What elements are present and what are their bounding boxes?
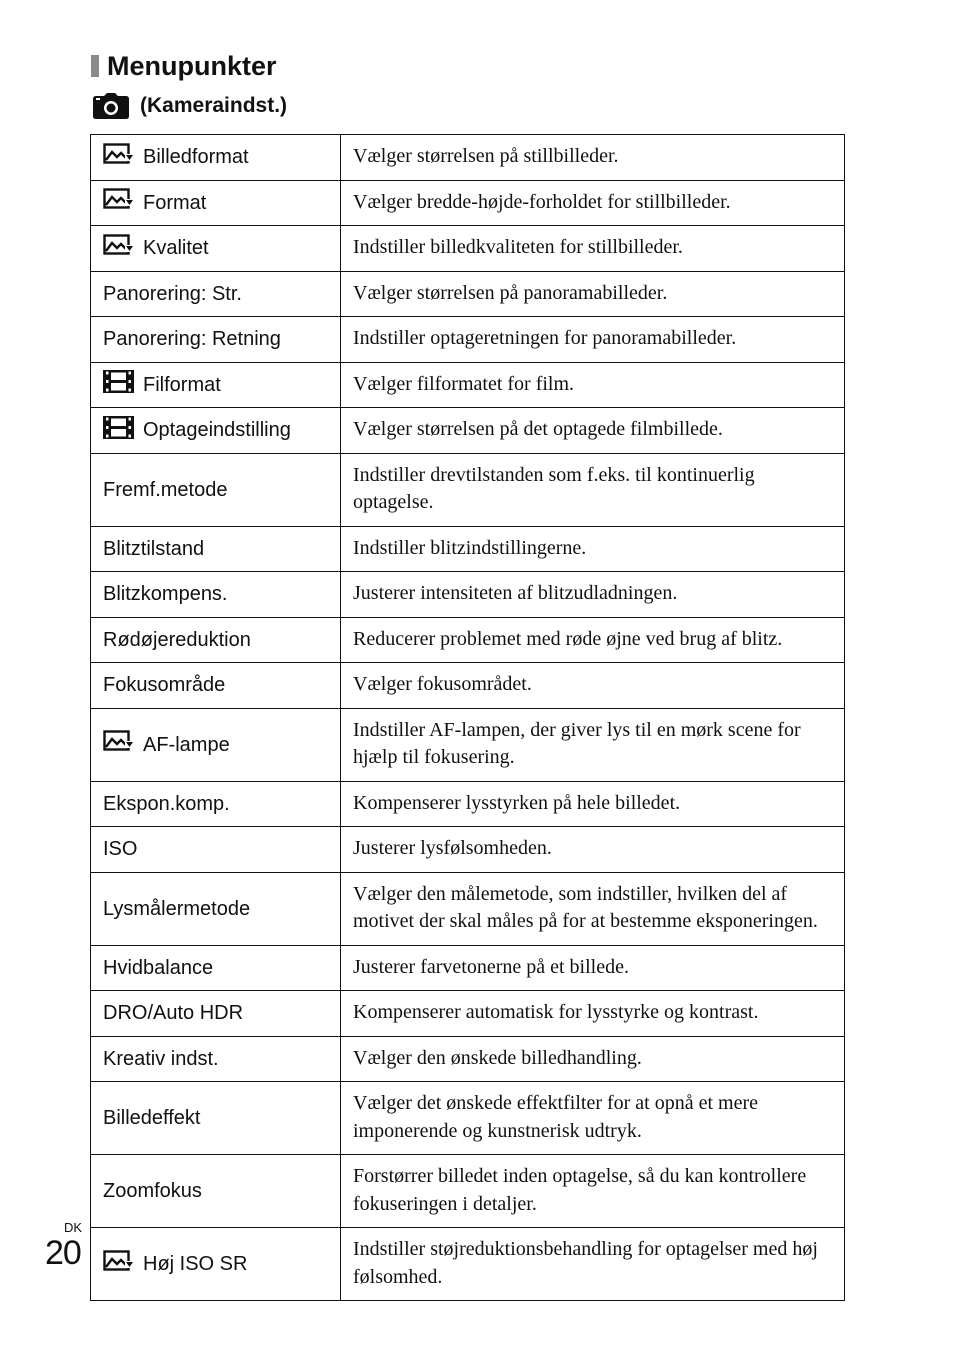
menu-item-description: Justerer intensiteten af blitzudladningen. <box>341 572 845 618</box>
heading-marker <box>91 55 99 77</box>
menu-item-description: Indstiller billedkvaliteten for stillbilleder. <box>341 226 845 272</box>
menu-item <box>103 1106 334 1130</box>
table-row <box>91 572 845 618</box>
menu-item <box>103 143 334 172</box>
menu-item <box>103 582 334 606</box>
menu-item-label: Fremf.metode <box>103 478 228 501</box>
still-image-icon <box>103 234 134 263</box>
menu-item <box>103 1001 334 1025</box>
menu-item-label: Rødøjereduktion <box>103 628 251 651</box>
table-row <box>91 781 845 827</box>
menu-item <box>103 628 334 652</box>
menu-item-description: Indstiller støjreduktionsbehandling for optagelser med høj følsomhed. <box>341 1228 845 1301</box>
table-row <box>91 991 845 1037</box>
table-row <box>91 526 845 572</box>
menu-item <box>103 1047 334 1071</box>
menu-item-description: Vælger det ønskede effektfilter for at opnå et mere imponerende og kunstnerisk udtryk. <box>341 1082 845 1155</box>
menu-item <box>103 188 334 217</box>
menu-item <box>103 327 334 351</box>
menu-item-label: AF-lampe <box>143 733 230 756</box>
table-row <box>91 827 845 873</box>
menu-item-label: Blitzkompens. <box>103 583 228 606</box>
section-heading <box>91 48 277 84</box>
menu-item <box>103 673 334 697</box>
menu-item-label: Format <box>143 191 207 214</box>
menu-item-cell <box>91 572 341 618</box>
movie-icon <box>103 415 134 446</box>
table-row <box>91 135 845 181</box>
table-row <box>91 617 845 663</box>
menu-item-description: Vælger filformatet for film. <box>341 362 845 408</box>
table-row <box>91 1228 845 1301</box>
table-row <box>91 708 845 781</box>
menu-item <box>103 1179 334 1203</box>
table-row <box>91 945 845 991</box>
table-row <box>91 663 845 709</box>
menu-item <box>103 478 334 502</box>
table-row <box>91 1082 845 1155</box>
movie-icon <box>103 369 134 400</box>
menu-item <box>103 730 334 759</box>
menu-item-label: ISO <box>103 838 138 861</box>
menu-item <box>103 1250 334 1279</box>
menu-item-description: Vælger størrelsen på stillbilleder. <box>341 135 845 181</box>
menu-item-description: Indstiller blitzindstillingerne. <box>341 526 845 572</box>
menu-item-label: Ekspon.komp. <box>103 792 230 815</box>
menu-item-description: Vælger bredde-højde-forholdet for stillbilleder. <box>341 180 845 226</box>
table-row <box>91 872 845 945</box>
menu-item-cell <box>91 1082 341 1155</box>
menu-item-cell <box>91 271 341 317</box>
menu-item-cell <box>91 872 341 945</box>
subsection-heading <box>93 90 287 122</box>
table-row <box>91 317 845 363</box>
menu-item-description: Vælger fokusområdet. <box>341 663 845 709</box>
menu-item-cell <box>91 781 341 827</box>
menu-item <box>103 234 334 263</box>
table-row <box>91 1036 845 1082</box>
menu-item <box>103 897 334 921</box>
menu-item-cell <box>91 526 341 572</box>
section-title: Menupunkter <box>107 50 277 81</box>
table-row <box>91 408 845 454</box>
language-code: DK <box>64 1220 83 1235</box>
menu-item <box>103 415 334 446</box>
menu-item-cell <box>91 226 341 272</box>
menu-item-cell <box>91 180 341 226</box>
menu-item-label: Kvalitet <box>143 237 209 260</box>
table-row <box>91 453 845 526</box>
menu-item-description: Kompenserer lysstyrken på hele billedet. <box>341 781 845 827</box>
menu-item-cell <box>91 945 341 991</box>
menu-item-cell <box>91 663 341 709</box>
menu-item <box>103 837 334 861</box>
menu-item-label: Kreativ indst. <box>103 1047 219 1070</box>
still-image-icon <box>103 143 134 172</box>
table-row <box>91 1155 845 1228</box>
menu-item-description: Indstiller optageretningen for panoramabilleder. <box>341 317 845 363</box>
menu-item <box>103 369 334 400</box>
menu-item-cell <box>91 991 341 1037</box>
menu-item-description: Vælger den ønskede billedhandling. <box>341 1036 845 1082</box>
table-row <box>91 226 845 272</box>
menu-item-label: Billedeffekt <box>103 1107 201 1129</box>
menu-item-cell <box>91 362 341 408</box>
menu-item-label: Blitztilstand <box>103 537 205 560</box>
menu-item <box>103 537 334 561</box>
menu-item-label: Panorering: Str. <box>103 282 242 305</box>
menu-item-cell <box>91 827 341 873</box>
menu-item-cell <box>91 408 341 454</box>
menu-item-label: Billedformat <box>143 146 249 169</box>
still-image-icon <box>103 188 134 217</box>
table-row <box>91 362 845 408</box>
menu-item-description: Vælger den målemetode, som indstiller, hvilken del af motivet der skal måles på for at bestemme eksponeringen. <box>341 872 845 945</box>
menu-item-cell <box>91 317 341 363</box>
menu-item-label: Optageindstilling <box>143 419 291 442</box>
menu-item-label: Fokusområde <box>103 674 226 697</box>
table-row <box>91 271 845 317</box>
menu-item-cell <box>91 708 341 781</box>
menu-item <box>103 956 334 980</box>
menu-item-description: Indstiller drevtilstanden som f.eks. til kontinuerlig optagelse. <box>341 453 845 526</box>
camera-icon <box>93 93 129 119</box>
menu-item-description: Kompenserer automatisk for lysstyrke og kontrast. <box>341 991 845 1037</box>
menu-table <box>90 134 845 1301</box>
menu-item-label: Hvidbalance <box>103 956 214 979</box>
menu-item-label: Zoomfokus <box>103 1180 202 1202</box>
still-image-icon <box>103 1250 134 1279</box>
menu-item-cell <box>91 453 341 526</box>
menu-item <box>103 282 334 306</box>
menu-item-cell <box>91 1228 341 1301</box>
menu-item-label: Høj ISO SR <box>143 1253 248 1275</box>
menu-item-description: Forstørrer billedet inden optagelse, så du kan kontrollere fokuseringen i detaljer. <box>341 1155 845 1228</box>
menu-item-label: Filformat <box>143 373 221 396</box>
menu-item-cell <box>91 135 341 181</box>
menu-item-cell <box>91 1155 341 1228</box>
menu-item-description: Justerer lysfølsomheden. <box>341 827 845 873</box>
menu-item-description: Reducerer problemet med røde øjne ved brug af blitz. <box>341 617 845 663</box>
menu-item-label: Lysmålermetode <box>103 897 251 920</box>
menu-item-label: DRO/Auto HDR <box>103 1002 244 1025</box>
menu-item-description: Indstiller AF-lampen, der giver lys til en mørk scene for hjælp til fokusering. <box>341 708 845 781</box>
menu-item <box>103 792 334 816</box>
subsection-label: (Kameraindst.) <box>140 94 288 117</box>
menu-item-cell <box>91 617 341 663</box>
menu-item-cell <box>91 1036 341 1082</box>
menu-item-description: Justerer farvetonerne på et billede. <box>341 945 845 991</box>
table-row <box>91 180 845 226</box>
menu-item-description: Vælger størrelsen på det optagede filmbillede. <box>341 408 845 454</box>
menu-item-label: Panorering: Retning <box>103 328 281 351</box>
page-number: 20 <box>45 1234 81 1272</box>
menu-item-description: Vælger størrelsen på panoramabilleder. <box>341 271 845 317</box>
still-image-icon <box>103 730 134 759</box>
